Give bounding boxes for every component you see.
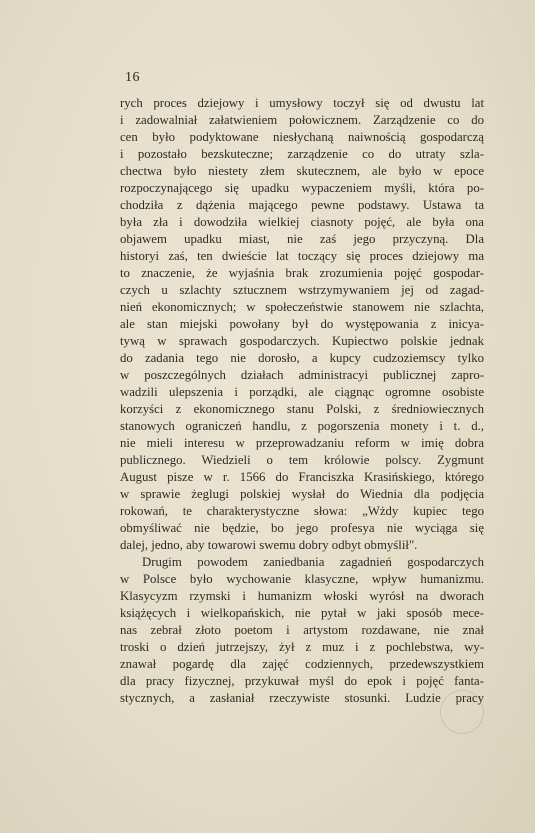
text-line: rokowań, te charakterystyczne słowa: „Wżdy kupiec tego — [120, 504, 484, 518]
text-line: nas zebrał złoto poetom i artystom rozdawane, nie znał — [120, 623, 484, 637]
text-line: Drugim powodem zaniedbania zagadnień gospodarczych — [142, 555, 484, 569]
body-text — [120, 95, 484, 707]
text-line: rozpoczynającego się upadku wypaczeniem myśli, która po- — [120, 181, 484, 195]
text-line: i zadowalniał załatwieniem połowicznem. Zarządzenie co do — [120, 113, 484, 127]
text-line: chodziła z dążenia mającego pewne podstawy. Ustawa ta — [120, 198, 484, 212]
text-line: stycznych, a zasłaniał rzeczywiste stosunki. Ludzie pracy — [120, 691, 484, 705]
text-line: znawał pogardę dla zajęć codziennych, przedewszystkiem — [120, 657, 484, 671]
paragraph-1 — [120, 95, 484, 554]
text-line: chectwa było niestety złem skutecznem, ale było w epoce — [120, 164, 484, 178]
text-line: w sprawie żeglugi polskiej wysłał do Wiednia dla podjęcia — [120, 487, 484, 501]
text-line: publicznego. Wiedzieli o tem królowie polscy. Zygmunt — [120, 453, 484, 467]
text-line: czych u szlachty sztucznem wstrzymywaniem jej od zagad- — [120, 283, 484, 297]
text-line: i pozostało bezskuteczne; zarządzenie co do utraty szla- — [120, 147, 484, 161]
paragraph-2 — [120, 554, 484, 707]
text-line: stanowych ograniczeń handlu, z pogorszenia monety i t. d., — [120, 419, 484, 433]
text-line: wadzili ulepszenia i porządki, ale ciągnąc ogromne osobiste — [120, 385, 484, 399]
text-line: tywą w sprawach gospodarczych. Kupiectwo polskie jednak — [120, 334, 484, 348]
text-line: nień ekonomicznych; w społeczeństwie stanowem nie szlachta, — [120, 300, 484, 314]
library-stamp — [440, 690, 484, 734]
text-line: historyi zaś, ten dwieście lat toczący się proces dziejowy ma — [120, 249, 484, 263]
page-number: 16 — [125, 70, 140, 85]
text-line: do zadania tego nie dorosło, a kupcy cudzoziemscy tylko — [120, 351, 484, 365]
text-line: w poszczególnych działach administracyi publicznej zapro- — [120, 368, 484, 382]
text-line: korzyści z ekonomicznego stanu Polski, z średniowiecznych — [120, 402, 484, 416]
text-line: cen było podyktowane niesłychaną naiwnością gospodarczą — [120, 130, 484, 144]
text-line: to znaczenie, że wyjaśnia brak zrozumienia pojęć gospodar- — [120, 266, 484, 280]
text-line: książęcych i wielkopańskich, nie pytał w jaki sposób mece- — [120, 606, 484, 620]
text-line: była zła i dowodziła wielkiej ciasnoty pojęć, ale była ona — [120, 215, 484, 229]
text-line: obmyśliwać nie będzie, bo jego profesya nie wyciąga się — [120, 521, 484, 535]
text-line: dalej, jedno, aby towarowi swemu dobry odbyt obmyślił". — [120, 538, 418, 552]
text-line: Klasycyzm rzymski i humanizm włoski wyrósł na dworach — [120, 589, 484, 603]
text-line: August pisze w r. 1566 do Franciszka Krasińskiego, którego — [120, 470, 484, 484]
text-line: troski o dzień jutrzejszy, żył z muz i z pochlebstwa, wy- — [120, 640, 484, 654]
text-line: ale stan miejski powołany był do występowania z inicya- — [120, 317, 484, 331]
text-line: dla pracy fizycznej, przykuwał myśl do epok i pojęć fanta- — [120, 674, 484, 688]
text-line: rych proces dziejowy i umysłowy toczył się od dwustu lat — [120, 96, 484, 110]
text-line: nie mieli interesu w przeprowadzaniu reform w imię dobra — [120, 436, 484, 450]
text-line: w Polsce było wychowanie klasyczne, wpływ humanizmu. — [120, 572, 484, 586]
text-line: objawem upadku miast, nie zaś jego przyczyną. Dla — [120, 232, 484, 246]
